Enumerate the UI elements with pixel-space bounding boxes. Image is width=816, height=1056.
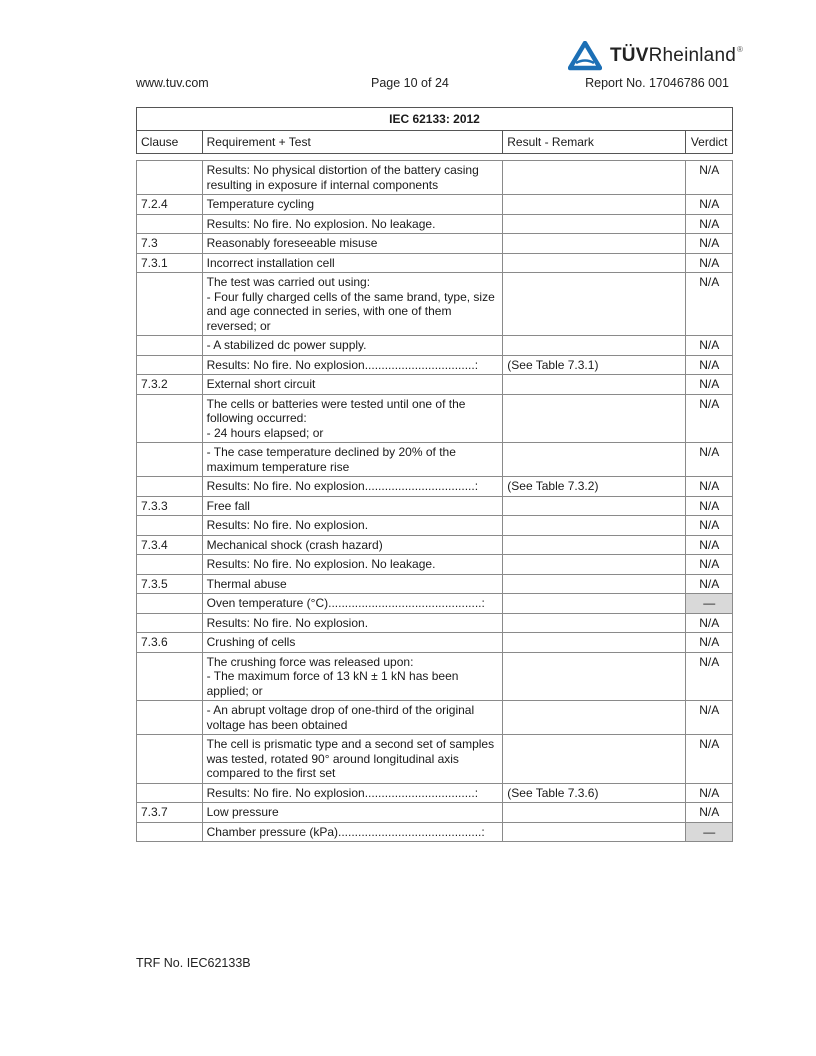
table-row (137, 701, 733, 735)
requirement-cell: The test was carried out using: - Four fully charged cells of the same brand, type, size and age connected in series, with one of them reversed; or (202, 273, 503, 336)
verdict-cell: — (686, 822, 733, 842)
result-cell (503, 735, 686, 784)
requirement-cell: Thermal abuse (202, 574, 503, 594)
result-cell (503, 613, 686, 633)
verdict-cell: N/A (686, 652, 733, 701)
verdict-cell: N/A (686, 161, 733, 195)
tuv-logo (568, 40, 743, 72)
result-cell (503, 161, 686, 195)
verdict-cell: N/A (686, 735, 733, 784)
requirement-cell: Low pressure (202, 803, 503, 823)
clause-cell (137, 555, 203, 575)
requirement-cell: Chamber pressure (kPa)...........................................: (202, 822, 503, 842)
result-cell (503, 273, 686, 336)
result-cell (503, 195, 686, 215)
standard-title: IEC 62133: 2012 (137, 108, 733, 131)
requirement-cell: The cell is prismatic type and a second set of samples was tested, rotated 90° around longitudinal axis compared to the first set (202, 735, 503, 784)
table-row (137, 535, 733, 555)
requirement-cell: Results: No fire. No explosion. No leakage. (202, 555, 503, 575)
column-header-clause: Clause (137, 131, 203, 154)
verdict-cell: N/A (686, 783, 733, 803)
table-row (137, 594, 733, 614)
verdict-cell: N/A (686, 195, 733, 215)
verdict-cell: N/A (686, 214, 733, 234)
result-cell (503, 633, 686, 653)
verdict-cell: N/A (686, 355, 733, 375)
verdict-cell: N/A (686, 477, 733, 497)
requirement-cell: The cells or batteries were tested until one of the following occurred: - 24 hours elapsed; or (202, 394, 503, 443)
table-row (137, 613, 733, 633)
verdict-cell: N/A (686, 613, 733, 633)
clause-cell: 7.3.7 (137, 803, 203, 823)
clause-cell: 7.3.1 (137, 253, 203, 273)
page-number: Page 10 of 24 (371, 76, 449, 90)
verdict-cell: N/A (686, 336, 733, 356)
table-row (137, 394, 733, 443)
table-row (137, 783, 733, 803)
requirement-cell: Results: No physical distortion of the battery casing resulting in exposure if internal components (202, 161, 503, 195)
verdict-cell: N/A (686, 234, 733, 254)
verdict-cell: N/A (686, 443, 733, 477)
tuv-triangle-icon (568, 41, 602, 71)
verdict-cell: N/A (686, 253, 733, 273)
table-row (137, 803, 733, 823)
verdict-cell: N/A (686, 375, 733, 395)
result-cell (503, 253, 686, 273)
clause-cell (137, 652, 203, 701)
verdict-cell: N/A (686, 394, 733, 443)
requirement-cell: Free fall (202, 496, 503, 516)
website-url: www.tuv.com (136, 76, 209, 90)
clause-cell (137, 477, 203, 497)
table-row (137, 633, 733, 653)
clause-cell (137, 443, 203, 477)
requirement-cell: The crushing force was released upon: - The maximum force of 13 kN ± 1 kN has been applied; or (202, 652, 503, 701)
table-row (137, 336, 733, 356)
result-cell (503, 535, 686, 555)
requirement-cell: Temperature cycling (202, 195, 503, 215)
table-row (137, 735, 733, 784)
result-cell: (See Table 7.3.2) (503, 477, 686, 497)
clause-cell (137, 735, 203, 784)
requirement-cell: - An abrupt voltage drop of one-third of the original voltage has been obtained (202, 701, 503, 735)
requirement-cell: Mechanical shock (crash hazard) (202, 535, 503, 555)
result-cell (503, 516, 686, 536)
clause-cell: 7.2.4 (137, 195, 203, 215)
table-row (137, 161, 733, 195)
table-row (137, 822, 733, 842)
result-cell (503, 214, 686, 234)
table-row (137, 516, 733, 536)
column-header-result: Result - Remark (503, 131, 686, 154)
requirement-cell: Crushing of cells (202, 633, 503, 653)
column-header-requirement: Requirement + Test (202, 131, 503, 154)
result-cell (503, 803, 686, 823)
table-row (137, 273, 733, 336)
table-row (137, 253, 733, 273)
clause-cell: 7.3.5 (137, 574, 203, 594)
table-header (136, 107, 733, 154)
verdict-cell: N/A (686, 496, 733, 516)
requirement-cell: Oven temperature (°C)..............................................: (202, 594, 503, 614)
verdict-cell: N/A (686, 273, 733, 336)
result-cell (503, 594, 686, 614)
verdict-cell: N/A (686, 574, 733, 594)
report-number: Report No. 17046786 001 (585, 76, 729, 90)
clause-cell: 7.3.3 (137, 496, 203, 516)
requirement-cell: Reasonably foreseeable misuse (202, 234, 503, 254)
clause-cell: 7.3.2 (137, 375, 203, 395)
clause-cell: 7.3 (137, 234, 203, 254)
table-row (137, 214, 733, 234)
requirement-cell: Results: No fire. No explosion. (202, 613, 503, 633)
clause-cell (137, 161, 203, 195)
table-row (137, 477, 733, 497)
clause-cell (137, 214, 203, 234)
result-cell: (See Table 7.3.6) (503, 783, 686, 803)
column-header-verdict: Verdict (686, 131, 733, 154)
clause-cell: 7.3.4 (137, 535, 203, 555)
verdict-cell: N/A (686, 803, 733, 823)
requirement-cell: - A stabilized dc power supply. (202, 336, 503, 356)
table-row (137, 496, 733, 516)
clause-cell (137, 273, 203, 336)
clause-cell: 7.3.6 (137, 633, 203, 653)
clause-cell (137, 355, 203, 375)
result-cell (503, 822, 686, 842)
clause-cell (137, 701, 203, 735)
result-cell: (See Table 7.3.1) (503, 355, 686, 375)
verdict-cell: N/A (686, 535, 733, 555)
table-row (137, 234, 733, 254)
requirement-cell: Results: No fire. No explosion.................................: (202, 477, 503, 497)
requirement-cell: Incorrect installation cell (202, 253, 503, 273)
clause-cell (137, 336, 203, 356)
clause-cell (137, 613, 203, 633)
verdict-cell: N/A (686, 633, 733, 653)
table-row (137, 375, 733, 395)
clause-cell (137, 822, 203, 842)
requirement-cell: Results: No fire. No explosion.................................: (202, 783, 503, 803)
result-cell (503, 443, 686, 477)
verdict-cell: N/A (686, 701, 733, 735)
result-cell (503, 375, 686, 395)
verdict-cell: N/A (686, 555, 733, 575)
result-cell (503, 496, 686, 516)
requirement-cell: Results: No fire. No explosion.................................: (202, 355, 503, 375)
result-cell (503, 555, 686, 575)
clause-cell (137, 594, 203, 614)
result-cell (503, 574, 686, 594)
result-cell (503, 336, 686, 356)
verdict-cell: N/A (686, 516, 733, 536)
result-cell (503, 394, 686, 443)
clause-cell (137, 394, 203, 443)
requirement-cell: - The case temperature declined by 20% of the maximum temperature rise (202, 443, 503, 477)
requirement-cell: External short circuit (202, 375, 503, 395)
result-cell (503, 701, 686, 735)
table-row (137, 652, 733, 701)
result-cell (503, 652, 686, 701)
trf-number: TRF No. IEC62133B (136, 956, 251, 970)
table-row (137, 195, 733, 215)
requirement-cell: Results: No fire. No explosion. (202, 516, 503, 536)
requirements-table (136, 160, 733, 842)
table-row (137, 574, 733, 594)
tuv-brand-text: TÜVRheinland® (610, 45, 744, 66)
table-row (137, 555, 733, 575)
clause-cell (137, 516, 203, 536)
result-cell (503, 234, 686, 254)
table-row (137, 443, 733, 477)
table-row (137, 355, 733, 375)
clause-cell (137, 783, 203, 803)
verdict-cell: — (686, 594, 733, 614)
requirement-cell: Results: No fire. No explosion. No leakage. (202, 214, 503, 234)
